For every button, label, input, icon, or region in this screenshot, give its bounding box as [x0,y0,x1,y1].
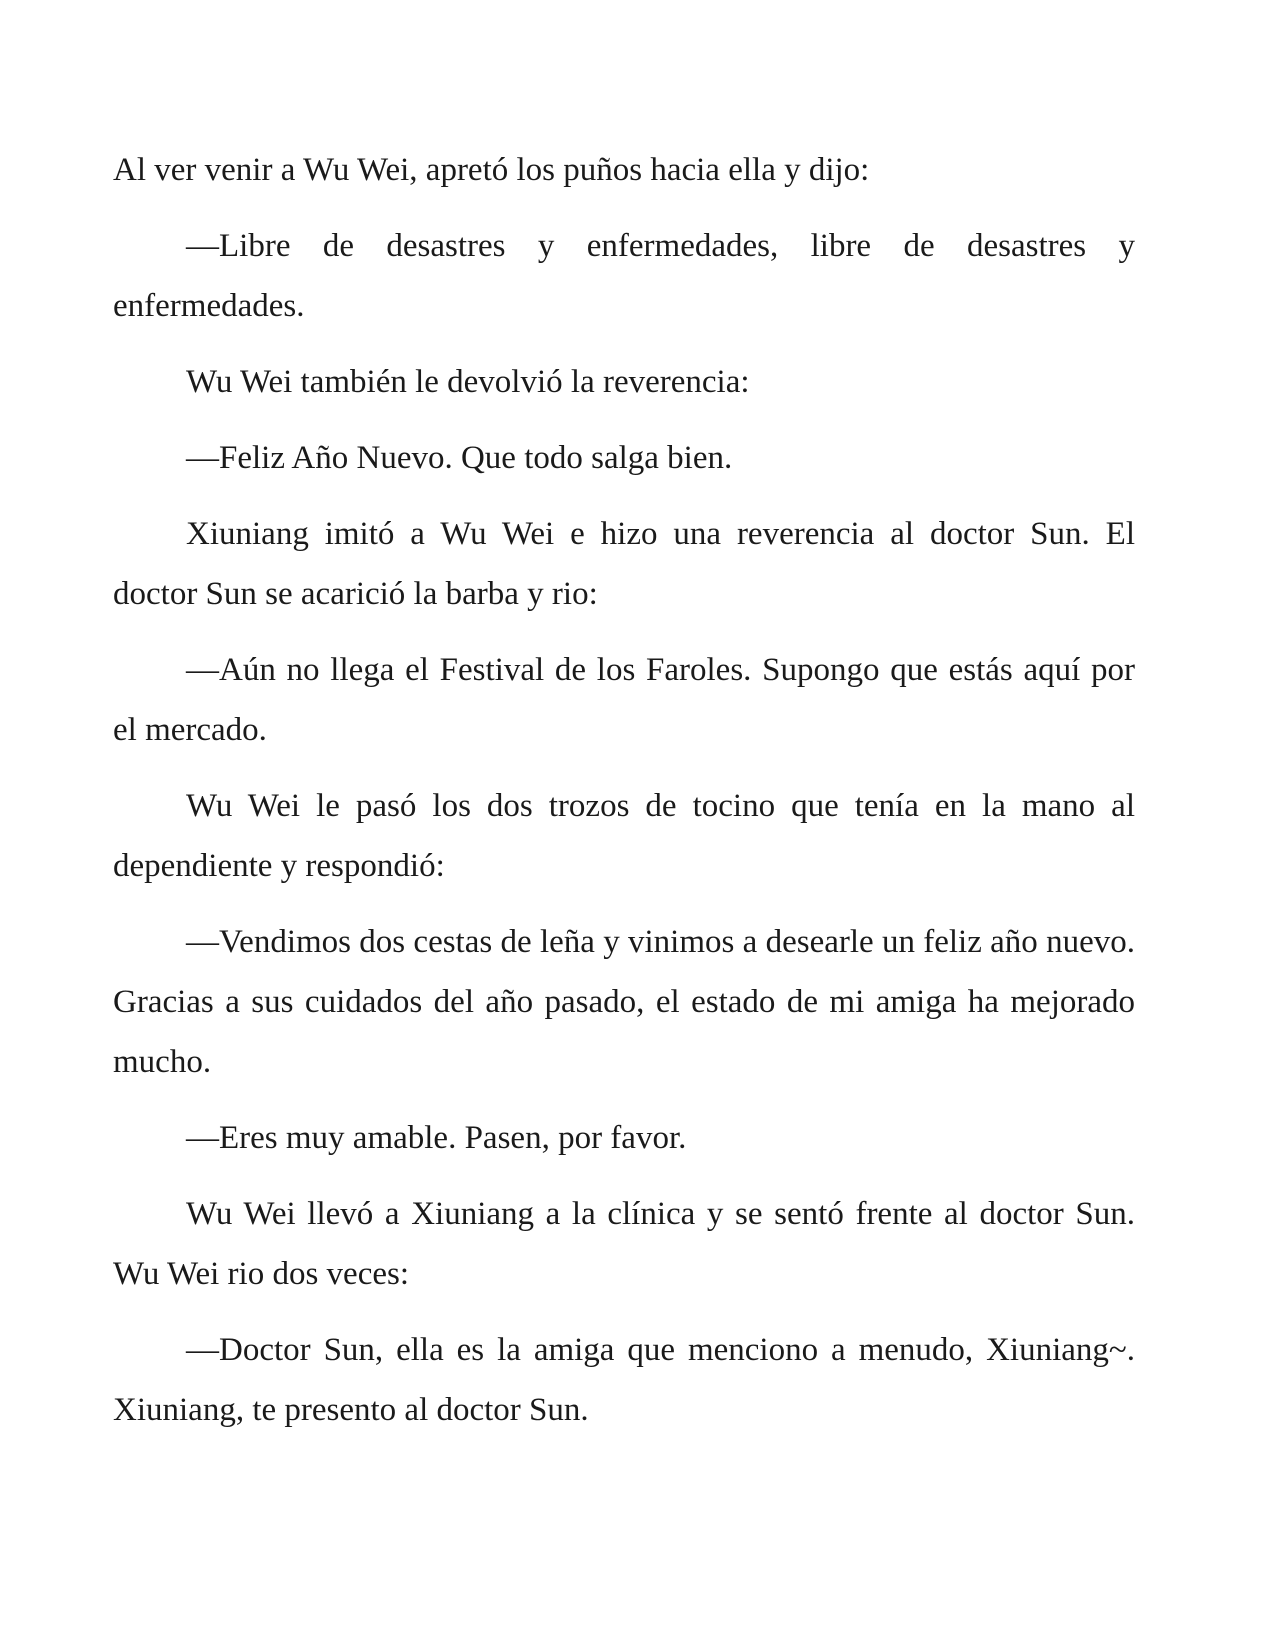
paragraph: —Vendimos dos cestas de leña y vinimos a desearle un feliz año nuevo. Gracias a sus cuidados del año pasado, el estado de mi amiga ha mejorado mucho. [113,924,1135,1080]
paragraph: Wu Wei llevó a Xiuniang a la clínica y se sentó frente al doctor Sun. Wu Wei rio dos veces: [113,1196,1135,1292]
paragraph: —Doctor Sun, ella es la amiga que menciono a menudo, Xiuniang~. Xiuniang, te presento al doctor Sun. [113,1332,1135,1428]
paragraph: —Feliz Año Nuevo. Que todo salga bien. [186,440,733,476]
paragraph: —Eres muy amable. Pasen, por favor. [186,1120,687,1156]
paragraph: —Libre de desastres y enfermedades, libre de desastres y enfermedades. [113,228,1135,324]
paragraph: Xiuniang imitó a Wu Wei e hizo una reverencia al doctor Sun. El doctor Sun se acarició la barba y rio: [113,516,1135,612]
paragraph: Wu Wei le pasó los dos trozos de tocino que tenía en la mano al dependiente y respondió: [113,788,1135,884]
paragraph: Al ver venir a Wu Wei, apretó los puños hacia ella y dijo: [113,152,870,188]
page-body-text [113,140,1135,1456]
paragraph: —Aún no llega el Festival de los Faroles. Supongo que estás aquí por el mercado. [113,652,1135,748]
paragraph: Wu Wei también le devolvió la reverencia: [186,364,750,400]
